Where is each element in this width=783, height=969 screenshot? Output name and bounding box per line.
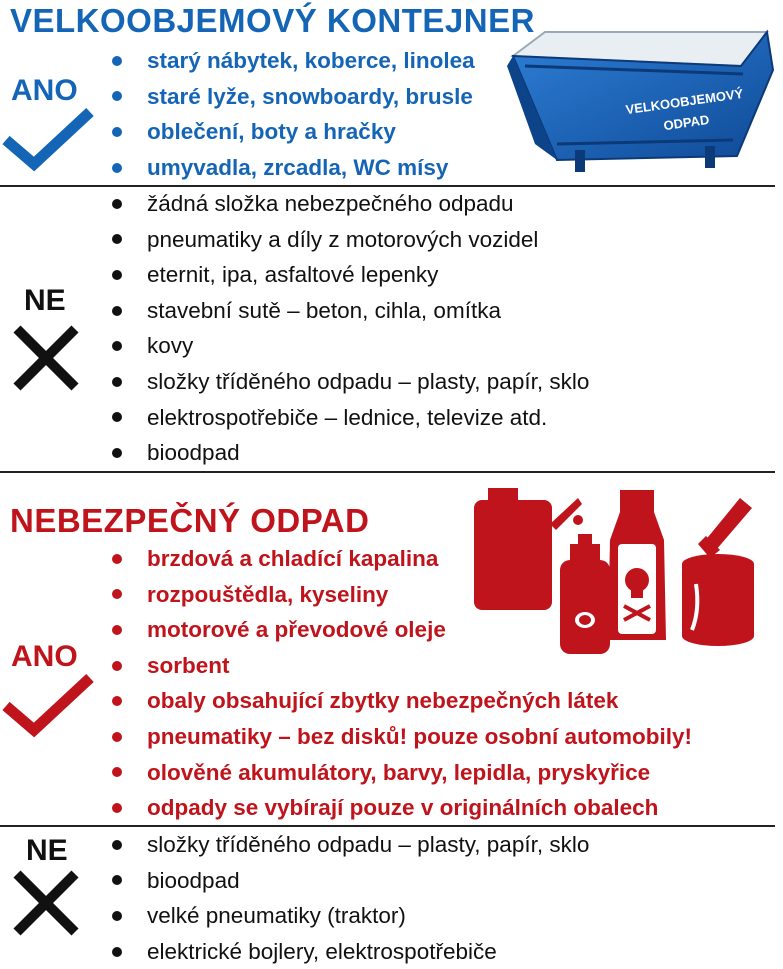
paint-can-icon (682, 498, 754, 646)
list-item: složky tříděného odpadu – plasty, papír, sklo (112, 364, 589, 400)
list-item: oblečení, boty a hračky (112, 114, 475, 150)
bulky-yes-list (112, 43, 475, 185)
list-item: elektrospotřebiče – lednice, televize atd. (112, 400, 589, 436)
list-item: kovy (112, 328, 589, 364)
list-item: rozpouštědla, kyseliny (112, 577, 692, 613)
divider (0, 471, 775, 473)
bulky-no-list (112, 186, 589, 471)
checkmark-icon (0, 104, 96, 174)
checkmark-icon (0, 670, 96, 740)
list-item: motorové a převodové oleje (112, 612, 692, 648)
list-item: pneumatiky – bez disků! pouze osobní automobily! (112, 719, 692, 755)
list-item: staré lyže, snowboardy, brusle (112, 79, 475, 115)
hazardous-yes-label: ANO (11, 640, 78, 673)
hazardous-yes-list (112, 541, 692, 826)
list-item: sorbent (112, 648, 692, 684)
list-item: obaly obsahující zbytky nebezpečných látek (112, 683, 692, 719)
list-item: žádná složka nebezpečného odpadu (112, 186, 589, 222)
list-item: brzdová a chladící kapalina (112, 541, 692, 577)
list-item: bioodpad (112, 863, 589, 899)
hazardous-no-label: NE (26, 834, 68, 867)
bulky-no-label: NE (24, 284, 66, 317)
list-item: složky tříděného odpadu – plasty, papír, sklo (112, 827, 589, 863)
list-item: bioodpad (112, 435, 589, 471)
bulky-title: VELKOOBJEMOVÝ KONTEJNER (10, 2, 535, 39)
hazardous-no-list (112, 827, 589, 969)
list-item: pneumatiky a díly z motorových vozidel (112, 222, 589, 258)
container-label-2: ODPAD (662, 111, 711, 134)
list-item: elektrické bojlery, elektrospotřebiče (112, 934, 589, 969)
list-item: olověné akumulátory, barvy, lepidla, pryskyřice (112, 755, 692, 791)
list-item: eternit, ipa, asfaltové lepenky (112, 257, 589, 293)
list-item: umyvadla, zrcadla, WC mísy (112, 150, 475, 186)
list-item: stavební sutě – beton, cihla, omítka (112, 293, 589, 329)
container-illustration (505, 26, 777, 186)
container-label-1: VELKOOBJEMOVÝ (624, 85, 745, 118)
hazardous-title: NEBEZPEČNÝ ODPAD (10, 502, 370, 539)
bulky-yes-label: ANO (11, 74, 78, 107)
cross-icon (11, 868, 81, 938)
list-item: starý nábytek, koberce, linolea (112, 43, 475, 79)
list-item: velké pneumatiky (traktor) (112, 898, 589, 934)
list-item: odpady se vybírají pouze v originálních obalech (112, 790, 692, 826)
cross-icon (11, 323, 81, 393)
